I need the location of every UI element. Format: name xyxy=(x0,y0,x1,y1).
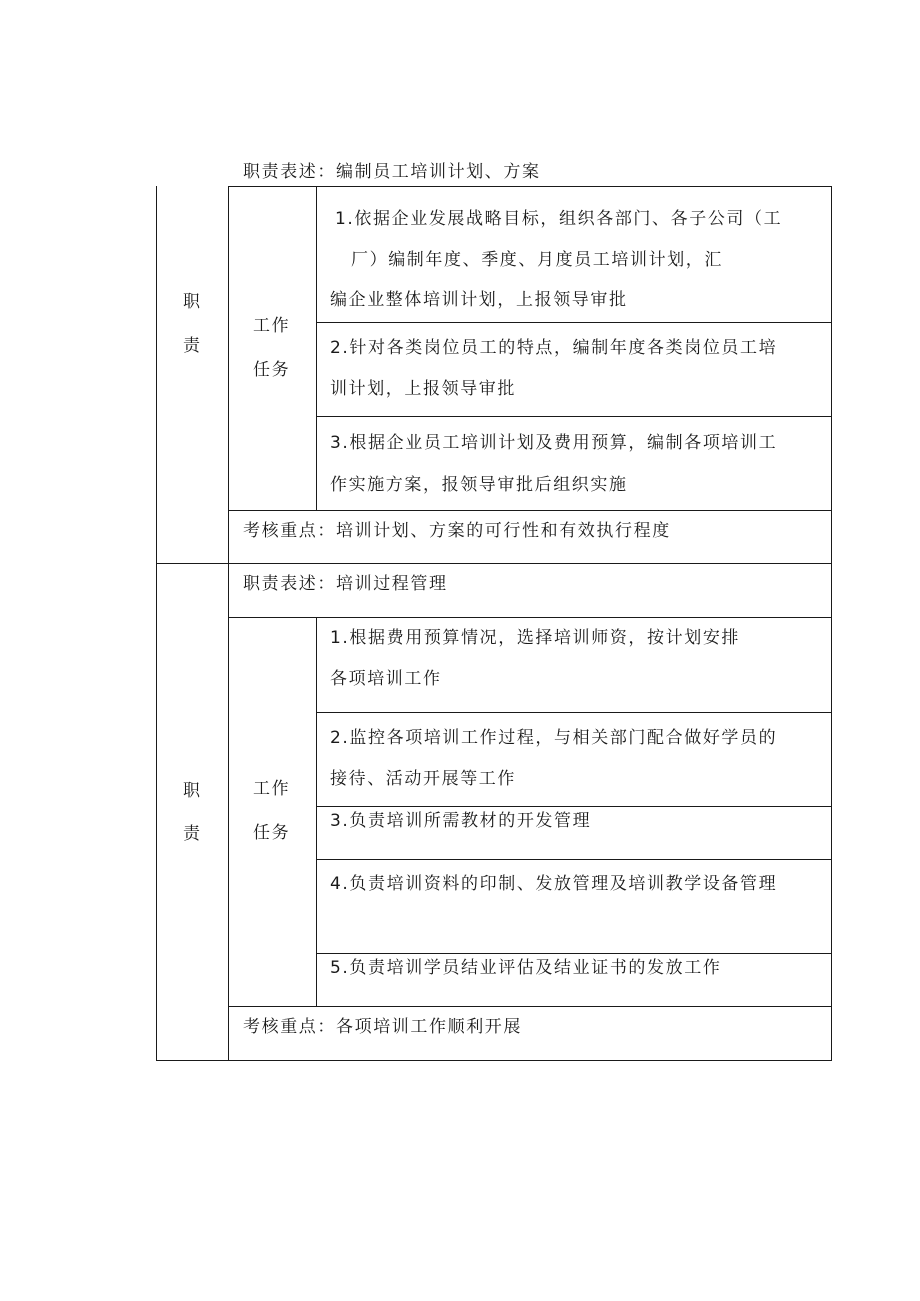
tasks-label-top: 工作 xyxy=(253,316,291,336)
task-line: 各项培训工作 xyxy=(330,669,442,689)
duty-statement: 职责表述：编制员工培训计划、方案 xyxy=(243,162,541,182)
duty-statement: 职责表述：培训过程管理 xyxy=(243,574,448,594)
row-divider xyxy=(228,1006,832,1007)
table-border-category xyxy=(228,186,229,1061)
tasks-label-top: 工作 xyxy=(253,779,291,799)
row-divider xyxy=(316,322,832,323)
task-line: 作实施方案，报领导审批后组织实施 xyxy=(330,475,628,495)
section-divider xyxy=(156,563,832,564)
task-line: 2.监控各项培训工作过程，与相关部门配合做好学员的 xyxy=(330,728,778,748)
category-label-top: 职 xyxy=(183,292,202,312)
row-divider xyxy=(228,510,832,511)
assessment-focus: 考核重点：各项培训工作顺利开展 xyxy=(243,1017,522,1037)
task-line: 接待、活动开展等工作 xyxy=(330,769,516,789)
task-line: 训计划，上报领导审批 xyxy=(330,379,516,399)
tasks-label-bottom: 任务 xyxy=(253,360,291,380)
row-divider xyxy=(228,617,832,618)
task-line: 4.负责培训资料的印制、发放管理及培训教学设备管理 xyxy=(330,874,778,894)
task-line: 厂）编制年度、季度、月度员工培训计划，汇 xyxy=(351,250,723,270)
row-divider xyxy=(316,953,832,954)
task-line: 3.根据企业员工培训计划及费用预算，编制各项培训工 xyxy=(330,433,778,453)
table-border-top xyxy=(228,186,832,187)
task-line: 3.负责培训所需教材的开发管理 xyxy=(330,811,592,831)
category-label-bottom: 责 xyxy=(183,336,202,356)
category-label-top: 职 xyxy=(183,781,202,801)
table-border-bottom xyxy=(156,1060,832,1061)
row-divider xyxy=(316,806,832,807)
table-border-left xyxy=(156,186,157,1061)
category-label-bottom: 责 xyxy=(183,824,202,844)
task-line: 1.依据企业发展战略目标，组织各部门、各子公司（工 xyxy=(335,209,783,229)
task-line: 5.负责培训学员结业评估及结业证书的发放工作 xyxy=(330,958,722,978)
assessment-focus: 考核重点：培训计划、方案的可行性和有效执行程度 xyxy=(243,521,671,541)
task-line: 编企业整体培训计划，上报领导审批 xyxy=(330,290,628,310)
table-border-right xyxy=(831,186,832,1061)
task-line: 1.根据费用预算情况，选择培训师资，按计划安排 xyxy=(330,628,741,648)
row-divider xyxy=(316,859,832,860)
table-border-tasks-label-2 xyxy=(316,617,317,1006)
table-border-tasks-label-1 xyxy=(316,186,317,511)
task-line: 2.针对各类岗位员工的特点，编制年度各类岗位员工培 xyxy=(330,338,778,358)
tasks-label-bottom: 任务 xyxy=(253,823,291,843)
row-divider xyxy=(316,416,832,417)
row-divider xyxy=(316,712,832,713)
